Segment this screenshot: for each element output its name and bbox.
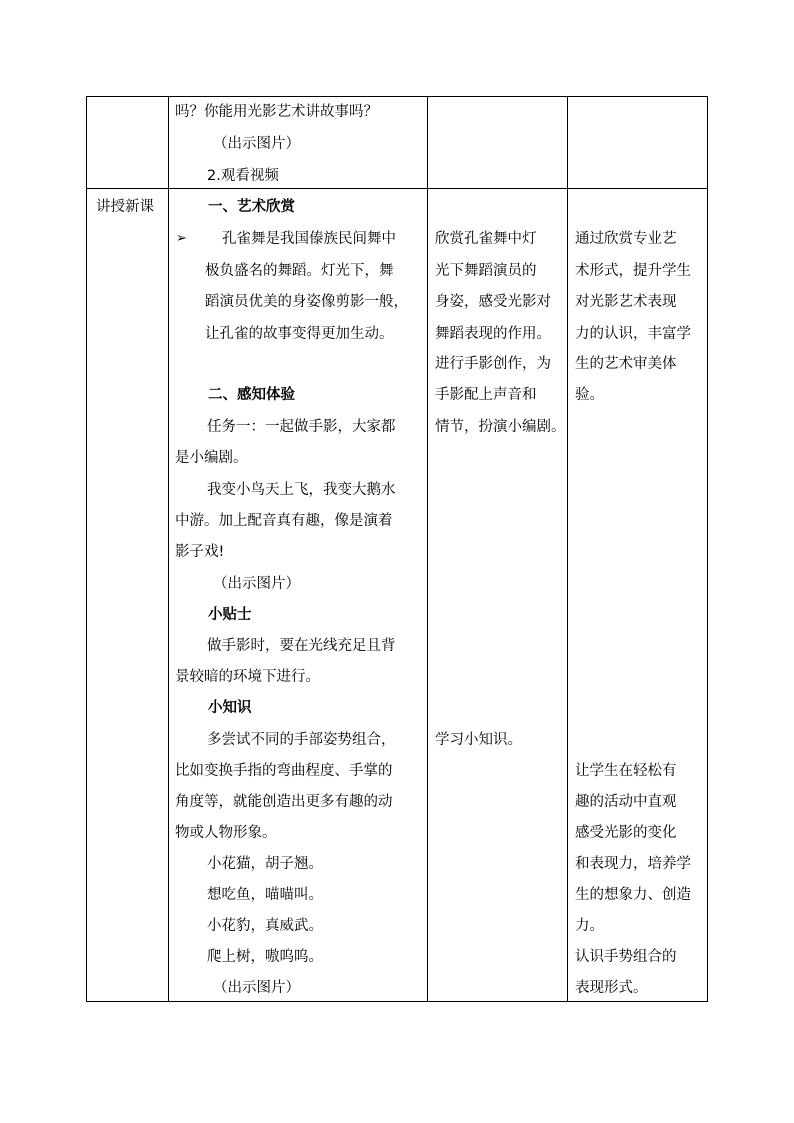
rhyme2-line-1: 小花猫，胡子翘。 [207, 856, 323, 872]
row1-line-1: 吗？你能用光影艺术讲故事吗？ [175, 104, 378, 120]
intent2-line-4: 和表现力，培养学 [575, 856, 691, 872]
table-border-top [86, 96, 708, 97]
row1-line-2: （出示图片） [213, 136, 300, 152]
para1-line-3: 蹈演员优美的身姿像剪影一般， [205, 294, 408, 310]
para1-line-1: 孔雀舞是我国傣族民间舞中 [222, 231, 396, 247]
intent2-line-2: 趣的活动中直观 [575, 794, 677, 810]
intent1-line-6: 验。 [575, 387, 604, 403]
bullet-arrow-icon: ➢ [176, 231, 187, 246]
rhyme2-line-4: 爬上树，嗷呜呜。 [207, 949, 323, 965]
para1-line-2: 极负盛名的舞蹈。灯光下，舞 [205, 263, 394, 279]
tips-title: 小贴士 [208, 607, 252, 623]
intent2-line-6: 力。 [575, 918, 604, 934]
para1-line-4: 让孔雀的故事变得更加生动。 [205, 326, 394, 342]
heading-art-appreciation: 一、艺术欣赏 [208, 199, 295, 215]
intent2-line-5: 生的想象力、创造 [575, 887, 691, 903]
rhyme1-line-3: 影子戏! [175, 544, 225, 560]
intent1-line-5: 生的艺术审美体 [575, 356, 677, 372]
column-divider-3 [567, 96, 568, 1002]
table-border-bottom [86, 1001, 708, 1002]
intent2-line-1: 让学生在轻松有 [575, 763, 677, 779]
rhyme1-line-2: 中游。加上配音真有趣，像是演着 [175, 513, 393, 529]
table-border-left [86, 96, 87, 1002]
intent1-line-4: 力的认识，丰富学 [575, 326, 691, 342]
task1-line-1: 任务一：一起做手影，大家都 [207, 419, 396, 435]
intent2-line-7: 认识手势组合的 [575, 949, 677, 965]
activity-line-5: 进行手影创作，为 [435, 356, 551, 372]
heading-perception: 二、感知体验 [208, 387, 295, 403]
tips-line-1: 做手影时，要在光线充足且背 [207, 638, 396, 654]
intent2-line-3: 感受光影的变化 [575, 825, 677, 841]
column-divider-1 [168, 96, 169, 1002]
show-image-1: （出示图片） [213, 576, 300, 592]
intent1-line-2: 术形式，提升学生 [575, 263, 691, 279]
task1-line-2: 是小编剧。 [175, 450, 248, 466]
activity-knowledge: 学习小知识。 [435, 732, 522, 748]
column-divider-2 [427, 96, 428, 1002]
activity-line-2: 光下舞蹈演员的 [435, 263, 537, 279]
row1-line-3: 2.观看视频 [207, 168, 279, 184]
activity-line-3: 身姿，感受光影对 [435, 294, 551, 310]
tips-line-2: 景较暗的环境下进行。 [175, 669, 320, 685]
activity-line-1: 欣赏孔雀舞中灯 [435, 231, 537, 247]
activity-line-7: 情节，扮演小编剧。 [435, 419, 566, 435]
knowledge-title: 小知识 [208, 700, 252, 716]
rhyme2-line-3: 小花豹，真威武。 [207, 918, 323, 934]
activity-line-6: 手影配上声音和 [435, 387, 537, 403]
intent1-line-1: 通过欣赏专业艺 [575, 231, 677, 247]
knowledge-line-2: 比如变换手指的弯曲程度、手掌的 [175, 763, 393, 779]
knowledge-line-4: 物或人物形象。 [175, 825, 277, 841]
intent1-line-3: 对光影艺术表现 [575, 294, 677, 310]
knowledge-line-1: 多尝试不同的手部姿势组合， [207, 732, 396, 748]
knowledge-line-3: 角度等，就能创造出更多有趣的动 [175, 794, 393, 810]
show-image-2: （出示图片） [213, 980, 300, 996]
intent2-line-8: 表现形式。 [575, 980, 648, 996]
section-label: 讲授新课 [96, 199, 154, 215]
rhyme1-line-1: 我变小鸟天上飞，我变大鹅水 [207, 482, 396, 498]
activity-line-4: 舞蹈表现的作用。 [435, 326, 551, 342]
rhyme2-line-2: 想吃鱼，喵喵叫。 [207, 887, 323, 903]
table-border-right [707, 96, 708, 1002]
row-divider [86, 188, 708, 189]
